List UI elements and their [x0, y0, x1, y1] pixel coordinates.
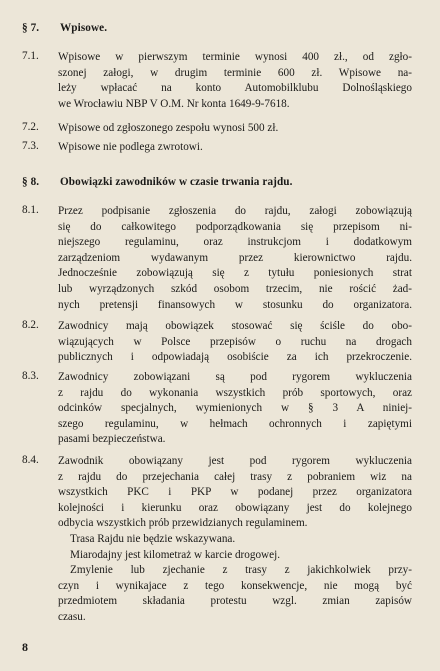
clause-number: 7.3.: [22, 140, 39, 152]
text-line: Jednocześnie zobowiązują się z tytułu poniesionych strat: [58, 267, 412, 280]
section-number: § 8.: [22, 176, 40, 188]
text-line: kolejności i kierunku oraz obowiązany jest do kolejnego: [58, 501, 412, 514]
text-line: Wpisowe od zgłoszonego zespołu wynosi 500 zł.: [58, 122, 279, 134]
section-heading-7: [22, 22, 107, 34]
text-line: publicznych i odpowiadają osobiście za ich przekroczenie.: [58, 351, 412, 364]
text-line: pasami bezpieczeństwa.: [58, 433, 166, 446]
text-line: szonej załogi, w drugim terminie 600 zł. Wpisowe na-: [58, 66, 412, 79]
text-line: Miarodajny jest kilometraż w karcie drogowej.: [70, 548, 281, 561]
text-line: we Wrocławiu NBP V O.M. Nr konta 1649-9-7618.: [58, 97, 290, 110]
clause-text: [58, 319, 412, 366]
clause-text: [58, 140, 412, 156]
text-line: odcinków specjalnych, wymienionych w § 3 A niniej-: [58, 402, 412, 415]
text-line: szego regulaminu, w hełmach ochronnych i zapiętymi: [58, 417, 412, 430]
clause-number: 8.1.: [22, 204, 39, 216]
clause-number: 8.3.: [22, 370, 39, 382]
clause-8-3: [22, 370, 412, 448]
clause-number: 8.2.: [22, 319, 39, 331]
clause-text: [58, 370, 412, 448]
text-line: Zawodnicy mają obowiązek stosować się ściśle do obo-: [58, 320, 412, 332]
clause-8-2: [22, 319, 412, 366]
clause-text: [58, 454, 412, 626]
section-title: Wpisowe.: [60, 22, 108, 34]
clause-number: 8.4.: [22, 454, 39, 466]
clause-number: 7.1.: [22, 50, 39, 62]
text-line: Zawodnik obowiązany jest pod rygorem wykluczenia: [58, 455, 412, 467]
text-line: czyn i wynikajace z tego konsekwencje, nie mogą być: [58, 579, 412, 592]
section-title: Obowiązki zawodników w czasie trwania rajdu.: [60, 176, 293, 188]
clause-7-2: [22, 121, 412, 137]
text-line: wszystkich PKC i PKP w podanej przez organizatora: [58, 486, 412, 499]
clause-text: [58, 204, 412, 313]
section-number: § 7.: [22, 22, 40, 34]
text-line: Przez podpisanie zgłoszenia do rajdu, załogi zobowiązują: [58, 205, 412, 217]
text-line: czasu.: [58, 610, 86, 623]
section-heading-8: [22, 176, 293, 188]
text-line: Zmylenie lub zjechanie z trasy z jakichkolwiek przy-: [70, 564, 412, 577]
text-line: się do całkowitego podporządkowania się przepisom ni-: [58, 220, 412, 233]
text-line: z rajdu do przejechania całej trasy z pobraniem wiz na: [58, 470, 412, 483]
clause-text: [58, 50, 412, 112]
clause-8-1: [22, 204, 412, 313]
text-line: niejszego regulaminu, oraz instrukcjom i dodatkowym: [58, 236, 412, 249]
text-line: Wpisowe w pierwszym terminie wynosi 400 zł., od zgło-: [58, 51, 412, 63]
clause-text: [58, 121, 412, 137]
text-line: zarządzeniom wydawanym przez kierownictwo rajdu.: [58, 251, 412, 264]
text-line: odbycia wszystkich prób przewidzianych regulaminem.: [58, 517, 308, 530]
text-line: leży wpłacać na konto Automobilklubu Dolnośląskiego: [58, 82, 412, 95]
text-line: przedmiotem składania protestu wzgl. zmian zapisów: [58, 595, 412, 608]
clause-7-3: [22, 140, 412, 156]
text-line: Trasa Rajdu nie będzie wskazywana.: [70, 532, 236, 545]
clause-number: 7.2.: [22, 121, 39, 133]
text-line: z rajdu do wykonania wszystkich prób sportowych, oraz: [58, 386, 412, 399]
text-line: nych pretensji finansowych w stosunku do organizatora.: [58, 298, 412, 311]
clause-8-4: [22, 454, 412, 626]
text-line: Zawodnicy zobowiązani są pod rygorem wykluczenia: [58, 371, 412, 383]
text-line: Wpisowe nie podlega zwrotowi.: [58, 141, 203, 153]
clause-7-1: [22, 50, 412, 112]
page-number: 8: [22, 640, 28, 654]
text-line: wiązujących w Polsce przepisów o ruchu na drogach: [58, 335, 412, 348]
text-line: lub wyrządzonych szkód osobom trzecim, nie rościć żad-: [58, 282, 412, 295]
